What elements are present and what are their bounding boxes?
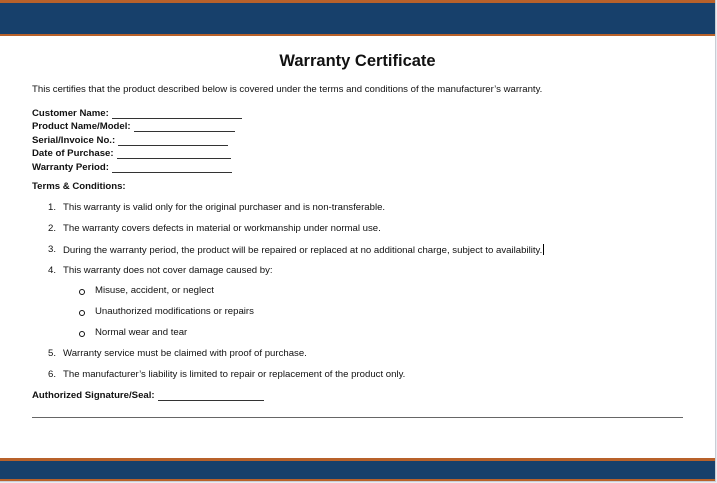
signature-field — [32, 390, 264, 401]
field-label: Customer Name: — [32, 107, 109, 119]
page-title: Warranty Certificate — [279, 52, 436, 70]
list-number: 4. — [48, 265, 57, 276]
bullet-icon — [79, 310, 85, 316]
field-blank-line[interactable] — [117, 148, 231, 159]
field-product-name — [32, 119, 242, 133]
list-text-with-cursor[interactable] — [63, 244, 544, 256]
terms-heading: Terms & Conditions: — [32, 181, 126, 192]
field-blank-line[interactable] — [134, 121, 235, 132]
bullet-icon — [79, 289, 85, 295]
list-text: The manufacturer’s liability is limited to repair or replacement of the product only. — [63, 369, 406, 380]
field-label: Date of Purchase: — [32, 148, 114, 160]
header-accent-line-lower — [0, 34, 715, 36]
field-label: Serial/Invoice No.: — [32, 134, 116, 146]
bullet-item: Normal wear and tear — [95, 327, 188, 338]
field-serial-number — [32, 132, 242, 146]
field-blank-line[interactable] — [112, 108, 242, 119]
list-text: Warranty service must be claimed with proof of purchase. — [63, 348, 307, 359]
list-text: During the warranty period, the product will be repaired or replaced at no additional charge, subject to availability. — [63, 245, 543, 256]
list-number: 2. — [48, 223, 57, 234]
list-number: 1. — [48, 202, 57, 213]
field-date-of-purchase — [32, 146, 242, 160]
footer-divider — [32, 417, 683, 418]
list-text: The warranty covers defects in material or workmanship under normal use. — [63, 223, 381, 234]
text-cursor — [543, 244, 544, 255]
field-blank-line[interactable] — [112, 162, 232, 173]
bullet-item: Misuse, accident, or neglect — [95, 285, 214, 296]
field-customer-name — [32, 105, 242, 119]
list-text: This warranty is valid only for the original purchaser and is non-transferable. — [63, 202, 386, 213]
header-band — [0, 3, 715, 34]
list-number: 5. — [48, 348, 57, 359]
field-label: Warranty Period: — [32, 161, 109, 173]
list-number: 6. — [48, 369, 57, 380]
signature-label: Authorized Signature/Seal: — [32, 390, 155, 401]
bullet-item: Unauthorized modifications or repairs — [95, 306, 254, 317]
field-label: Product Name/Model: — [32, 121, 131, 133]
footer-accent-line-lower — [0, 479, 715, 481]
signature-blank-line[interactable] — [158, 390, 264, 401]
certificate-fields — [32, 105, 242, 173]
intro-paragraph: This certifies that the product described below is covered under the terms and conditions of the manufacturer’s warranty. — [32, 84, 543, 95]
list-text: This warranty does not cover damage caused by: — [63, 265, 273, 276]
bullet-icon — [79, 331, 85, 337]
list-number: 3. — [48, 244, 57, 255]
footer-band — [0, 461, 715, 479]
field-blank-line[interactable] — [118, 135, 228, 146]
field-warranty-period — [32, 159, 242, 173]
